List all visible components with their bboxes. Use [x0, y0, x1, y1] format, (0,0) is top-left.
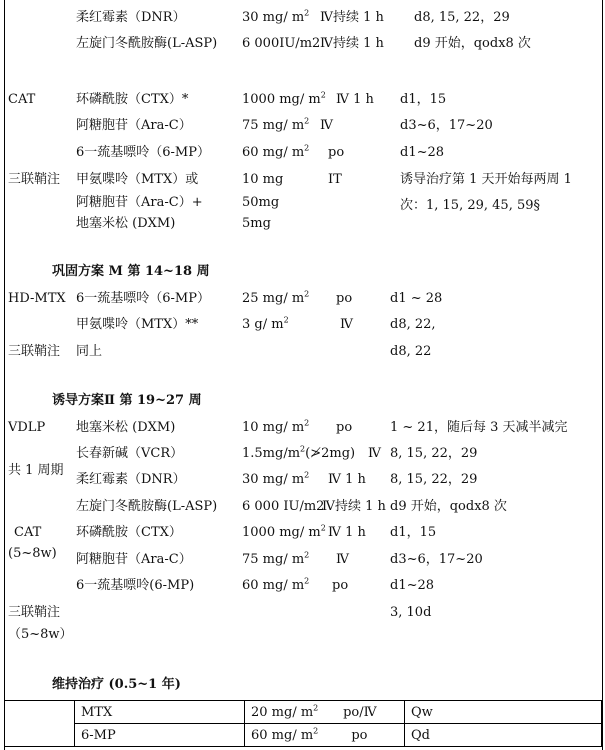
route-ctx: Ⅳ 1 h [336, 92, 374, 107]
dose-it-arac: 50mg [242, 195, 280, 210]
maint-dose-route: 60 mg/ $m^2$ po [245, 724, 405, 747]
table-row [5, 724, 602, 747]
label-cons-it: 三联鞘注 [8, 344, 61, 359]
route-ind-6mp: po [332, 578, 349, 593]
dose-arac: 75 mg/ $m^2$ [242, 116, 310, 133]
drug-lasp: 左旋门冬酰胺酶(L-ASP) [76, 36, 218, 51]
table-cell-empty [5, 701, 75, 747]
page-frame [4, 0, 603, 750]
label-hdmtx: HD-MTX [8, 291, 66, 306]
drug-arac: 阿糖胞苷（Ara-C） [76, 118, 192, 133]
schedule-cons-mtx: d8, 22, [390, 317, 436, 332]
schedule-ind-vcr: 8, 15, 22，29 [390, 446, 478, 461]
dose-ind-6mp: 60 mg/ $m^2$ [242, 576, 310, 593]
maint-schedule: Qw [405, 701, 602, 724]
label-ind-it: 三联鞘注 [8, 605, 61, 620]
dose-cons-6mp: 25 mg/ $m^2$ [242, 289, 310, 306]
label-cycle: 共 1 周期 [8, 463, 64, 478]
drug-dnr: 柔红霉素（DNR） [76, 10, 186, 25]
dose-it-mtx: 10 mg [242, 172, 284, 187]
schedule-lasp: d9 开始，qodx8 次 [414, 36, 531, 51]
schedule-arac: d3~6，17~20 [400, 118, 493, 133]
schedule-cons-it: d8, 22 [390, 344, 432, 359]
heading-consolidation: 巩固方案 M 第 14~18 周 [52, 264, 210, 279]
maint-dose-route: 20 mg/ $m^2$ po/Ⅳ [245, 701, 405, 724]
schedule-cons-6mp: d1 ~ 28 [390, 291, 443, 306]
table-row [5, 701, 602, 724]
drug-ind-vcr: 长春新碱（VCR） [76, 446, 184, 461]
schedule-ind-dnr: 8, 15, 22，29 [390, 472, 478, 487]
route-ind-arac: Ⅳ [336, 552, 349, 567]
label-ind-cat-sub: (5~8w) [8, 546, 57, 561]
route-arac: Ⅳ [320, 118, 333, 133]
route-cons-6mp: po [336, 291, 353, 306]
route-lasp: Ⅳ持续 1 h [320, 36, 384, 51]
dose-ind-dxm: 10 mg/ $m^2$ [242, 418, 310, 435]
heading-induction2: 诱导方案Ⅱ 第 19~27 周 [52, 393, 202, 408]
route-it: IT [328, 172, 342, 187]
schedule-ind-dxm: 1 ~ 21，随后每 3 天减半减完 [390, 420, 568, 435]
dose-ind-ctx: 1000 mg/ $m^2$ [242, 523, 326, 540]
route-6mp: po [328, 145, 345, 160]
schedule-dnr: d8, 15, 22，29 [414, 10, 510, 25]
schedule-6mp: d1~28 [400, 145, 445, 160]
drug-it-mtx: 甲氨喋呤（MTX）或 [76, 172, 199, 187]
dose-it-dxm: 5mg [242, 216, 271, 231]
dose-ind-lasp: 6 000 IU/m2 [242, 499, 325, 514]
dose-ind-vcr: $1.5mg/m^2(≯2mg)$ [242, 444, 356, 461]
heading-maintenance: 维持治疗 (0.5~1 年) [52, 677, 181, 692]
drug-cons-mtx: 甲氨喋呤（MTX）** [76, 317, 199, 332]
maintenance-table [4, 700, 602, 747]
dose-dnr: 30 mg/ $m^2$ [242, 8, 310, 25]
dose-ind-arac: 75 mg/ $m^2$ [242, 550, 310, 567]
route-ind-ctx: Ⅳ 1 h [328, 525, 366, 540]
label-ind-cat: CAT [14, 525, 42, 540]
drug-ind-dnr: 柔红霉素（DNR） [76, 472, 186, 487]
drug-6mp: 6一巯基嘌呤（6-MP） [76, 145, 210, 160]
dose-6mp: 60 mg/ $m^2$ [242, 143, 310, 160]
route-dnr: Ⅳ持续 1 h [320, 10, 384, 25]
drug-ind-lasp: 左旋门冬酰胺酶(L-ASP) [76, 499, 218, 514]
drug-cons-6mp: 6一巯基嘌呤（6-MP） [76, 291, 210, 306]
drug-ind-6mp: 6一巯基嘌呤(6-MP) [76, 578, 195, 593]
route-ind-dnr: Ⅳ 1 h [328, 472, 366, 487]
label-it: 三联鞘注 [8, 172, 61, 187]
dose-lasp: 6 000IU/m2 [242, 36, 321, 51]
drug-ind-ctx: 环磷酰胺（CTX） [76, 525, 182, 540]
drug-ind-arac: 阿糖胞苷（Ara-C） [76, 552, 192, 567]
schedule-it: 诱导治疗第 1 天开始每两周 1 次：1, 15, 29, 45, 59§ [400, 172, 572, 213]
drug-ind-dxm: 地塞米松 (DXM) [76, 420, 176, 435]
schedule-ctx: d1，15 [400, 92, 447, 107]
maint-drug: MTX [75, 701, 245, 724]
route-ind-dxm: po [336, 420, 353, 435]
maint-drug: 6-MP [75, 724, 245, 747]
label-ind-it-sub: （5~8w） [8, 627, 73, 642]
drug-ctx: 环磷酰胺（CTX）* [76, 92, 189, 107]
route-ind-vcr: Ⅳ [368, 446, 381, 461]
schedule-ind-it: 3, 10d [390, 605, 432, 620]
schedule-ind-arac: d3~6，17~20 [390, 552, 483, 567]
schedule-ind-lasp: d9 开始，qodx8 次 [390, 499, 507, 514]
label-vdlp: VDLP [8, 420, 46, 435]
route-cons-mtx: Ⅳ [340, 317, 353, 332]
dose-ind-dnr: 30 mg/ $m^2$ [242, 470, 310, 487]
schedule-ind-6mp: d1~28 [390, 578, 435, 593]
route-ind-lasp: Ⅳ持续 1 h [322, 499, 386, 514]
drug-it-dxm: 地塞米松 (DXM) [76, 216, 176, 231]
maint-schedule: Qd [405, 724, 602, 747]
dose-ctx: 1000 mg/ $m^2$ [242, 90, 326, 107]
schedule-ind-ctx: d1，15 [390, 525, 437, 540]
drug-it-arac: 阿糖胞苷（Ara-C）+ [76, 195, 203, 210]
label-cat: CAT [8, 92, 36, 107]
drug-cons-it: 同上 [76, 344, 103, 359]
dose-cons-mtx: 3 g/ $m^2$ [242, 315, 289, 332]
